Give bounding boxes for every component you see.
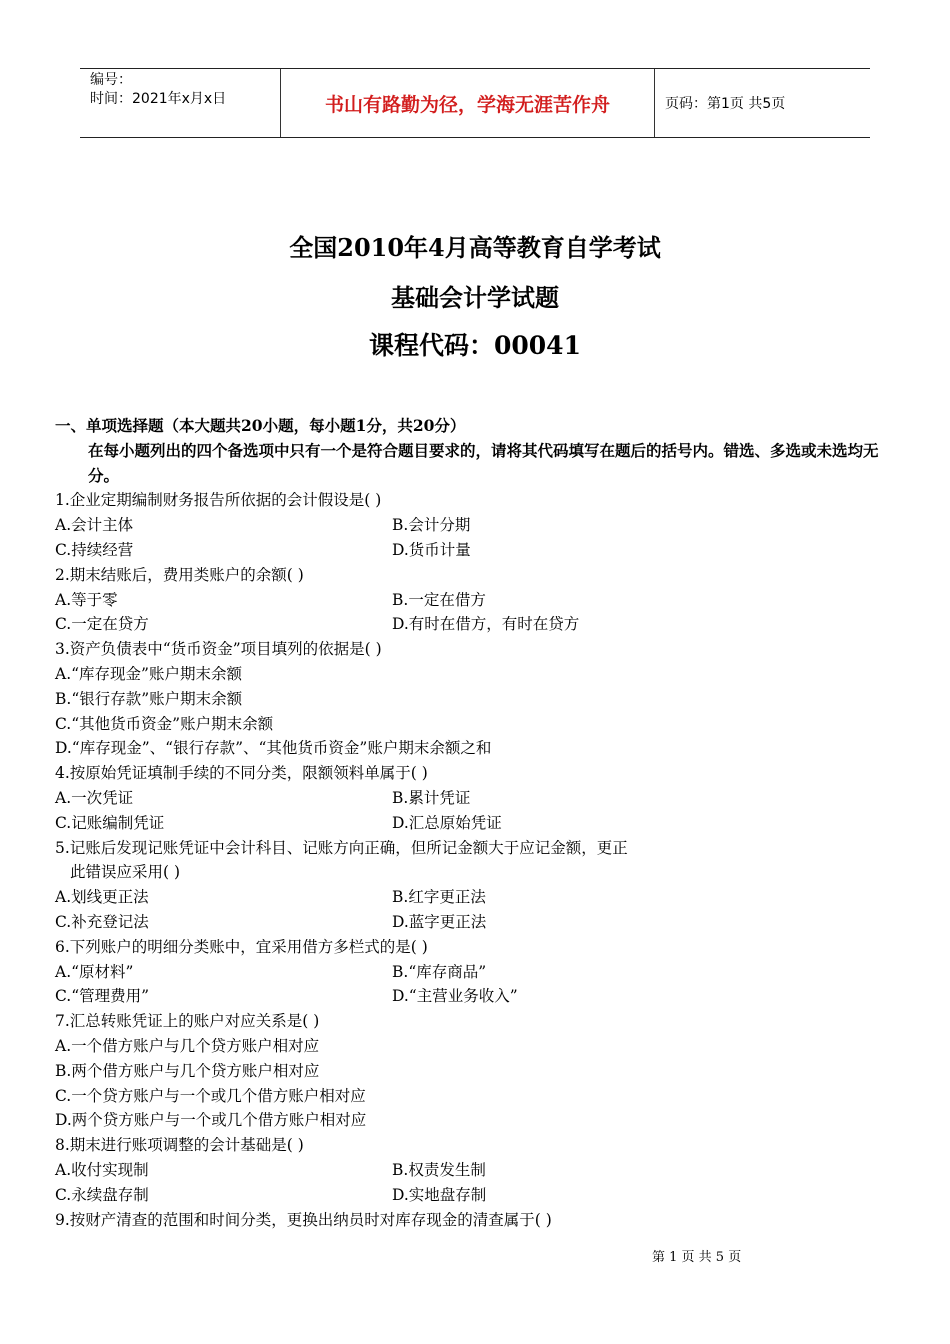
section-instruction: 在每小题列出的四个备选项中只有一个是符合题目要求的，请将其代码填写在题后的括号内。错选、多选或未选均无分。 xyxy=(88,440,879,485)
document-number-label: 编号： xyxy=(90,72,132,88)
option: D.“主营业务收入” xyxy=(392,987,518,1006)
option: B.会计分期 xyxy=(392,516,471,535)
option-row xyxy=(55,612,905,637)
question-stem: 9.按财产清查的范围和时间分类，更换出纳员时对库存现金的清查属于( ) xyxy=(55,1210,552,1229)
header-meta xyxy=(80,69,280,137)
option: A.一个借方账户与几个贷方账户相对应 xyxy=(55,1036,320,1055)
option: C.永续盘存制 xyxy=(55,1185,149,1204)
header-page-indicator: 页码：第1页 共5页 xyxy=(665,96,786,112)
option-row xyxy=(55,513,905,538)
option-row xyxy=(55,960,905,985)
course-code: 课程代码：00041 xyxy=(369,331,581,360)
option: C.持续经营 xyxy=(55,540,134,559)
option: D.有时在借方，有时在贷方 xyxy=(392,615,580,634)
option: A.“原材料” xyxy=(55,962,134,981)
option: B.两个借方账户与几个贷方账户相对应 xyxy=(55,1061,320,1080)
option: C.“管理费用” xyxy=(55,987,150,1006)
option: A.划线更正法 xyxy=(55,888,149,907)
option: B.“银行存款”账户期末余额 xyxy=(55,689,243,708)
option: A.会计主体 xyxy=(55,516,134,535)
exam-subject: 基础会计学试题 xyxy=(391,283,559,312)
option-row xyxy=(55,1158,905,1183)
option-row xyxy=(55,1183,905,1208)
option: B.一定在借方 xyxy=(392,590,486,609)
option-row xyxy=(55,538,905,563)
question-stem: 6.下列账户的明细分类账中，宜采用借方多栏式的是( ) xyxy=(55,937,428,956)
option: D.货币计量 xyxy=(392,540,471,559)
option: A.“库存现金”账户期末余额 xyxy=(55,664,242,683)
option: D.汇总原始凭证 xyxy=(392,813,502,832)
option: D.实地盘存制 xyxy=(392,1185,487,1204)
question-stem: 5.记账后发现记账凭证中会计科目、记账方向正确，但所记金额大于应记金额，更正 xyxy=(55,838,628,857)
option: B.累计凭证 xyxy=(392,788,471,807)
option: C.补充登记法 xyxy=(55,912,149,931)
option-row xyxy=(55,910,905,935)
option: A.收付实现制 xyxy=(55,1160,149,1179)
option: B.权责发生制 xyxy=(392,1160,486,1179)
page-header xyxy=(80,68,870,138)
option: D.蓝字更正法 xyxy=(392,912,487,931)
option-row xyxy=(55,885,905,910)
question-stem: 8.期末进行账项调整的会计基础是( ) xyxy=(55,1136,304,1155)
question-stem: 3.资产负债表中“货币资金”项目填列的依据是( ) xyxy=(55,640,382,659)
header-motto: 书山有路勤为径，学海无涯苦作舟 xyxy=(280,69,655,137)
option-row xyxy=(55,588,905,613)
section-heading: 一、单项选择题（本大题共20小题，每小题1分，共20分） xyxy=(55,416,466,435)
question-stem: 2.期末结账后，费用类账户的余额( ) xyxy=(55,565,304,584)
option-row xyxy=(55,984,905,1009)
page-footer: 第 1 页 共 5 页 xyxy=(652,1250,742,1265)
option-row xyxy=(55,811,905,836)
option: C.一定在贷方 xyxy=(55,615,149,634)
option-row xyxy=(55,786,905,811)
option: D.“库存现金”、“银行存款”、“其他货币资金”账户期末余额之和 xyxy=(55,739,492,758)
option: C.一个贷方账户与一个或几个借方账户相对应 xyxy=(55,1086,366,1105)
option: B.“库存商品” xyxy=(392,962,487,981)
question-stem-continuation: 此错误应采用( ) xyxy=(70,863,181,882)
option: A.一次凭证 xyxy=(55,788,134,807)
option: B.红字更正法 xyxy=(392,888,486,907)
option: A.等于零 xyxy=(55,590,118,609)
question-stem: 4.按原始凭证填制手续的不同分类，限额领料单属于( ) xyxy=(55,764,428,783)
question-stem: 1.企业定期编制财务报告所依据的会计假设是( ) xyxy=(55,491,382,510)
exam-content xyxy=(55,414,905,1232)
option: C.“其他货币资金”账户期末余额 xyxy=(55,714,274,733)
question-stem: 7.汇总转账凭证上的账户对应关系是( ) xyxy=(55,1012,320,1031)
option: C.记账编制凭证 xyxy=(55,813,165,832)
option: D.两个贷方账户与一个或几个借方账户相对应 xyxy=(55,1111,367,1130)
document-date-label: 时间：2021年x月x日 xyxy=(90,91,227,107)
exam-title: 全国2010年4月高等教育自学考试 xyxy=(289,233,661,262)
